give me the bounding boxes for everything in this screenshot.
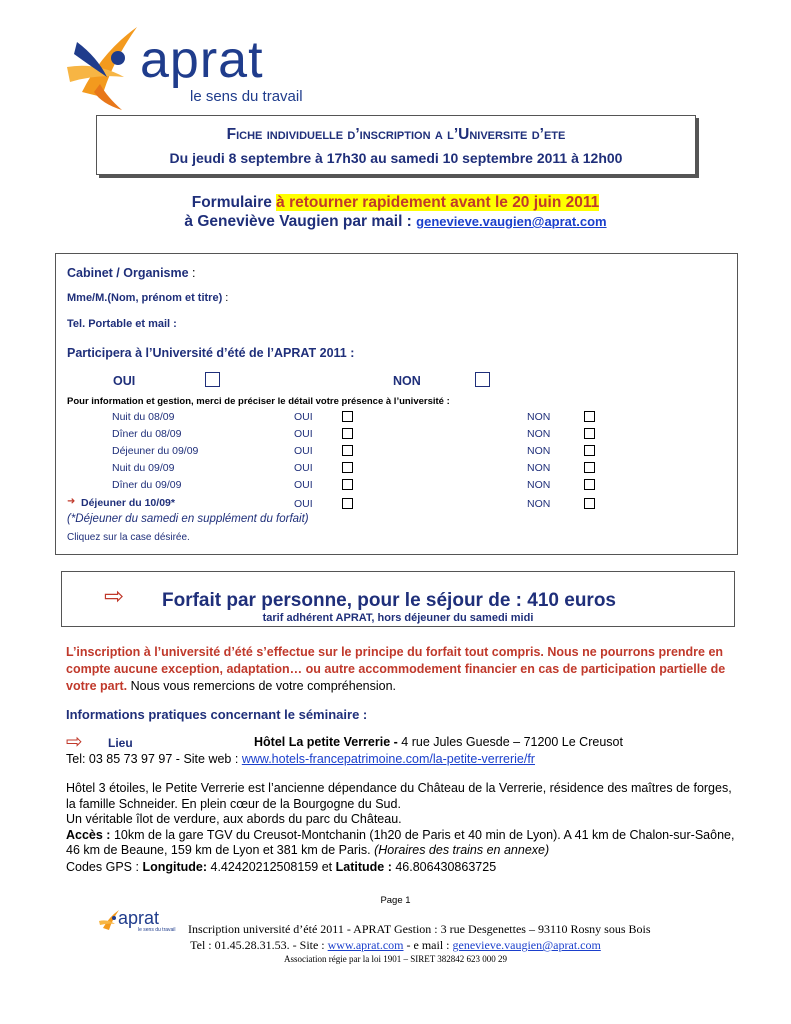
- page-number: Page 1: [380, 895, 411, 906]
- participation-non-label: NON: [393, 374, 421, 388]
- participation-non-checkbox[interactable]: [475, 372, 490, 387]
- footer-logo-figure-icon: [98, 908, 120, 934]
- hotel-name: Hôtel La petite Verrerie -: [254, 735, 402, 749]
- row-non-checkbox[interactable]: [584, 428, 595, 439]
- row-non-label: NON: [527, 411, 551, 423]
- hotel-contact: [66, 752, 535, 766]
- footer-site-link[interactable]: www.aprat.com: [327, 938, 404, 952]
- row-oui-label: OUI: [294, 462, 313, 474]
- footer-tel: Tel : 01.45.28.31.53. - Site :: [190, 938, 328, 952]
- logo-tagline: le sens du travail: [190, 88, 303, 105]
- cabinet-field[interactable]: [67, 266, 196, 280]
- name-colon: :: [222, 292, 229, 304]
- participation-oui-label: OUI: [113, 374, 136, 388]
- row-oui-checkbox[interactable]: [342, 498, 353, 509]
- lunch-footnote: (*Déjeuner du samedi en supplément du forfait): [67, 513, 309, 525]
- row-oui-label: OUI: [294, 445, 313, 457]
- row-label-diner-0909: Dîner du 09/09: [112, 479, 182, 491]
- hotel-description: [66, 781, 736, 859]
- cabinet-label: Cabinet / Organisme: [67, 266, 189, 280]
- row-non-label: NON: [527, 428, 551, 440]
- access-note: (Horaires des trains en annexe): [374, 843, 550, 857]
- footer-contact: [0, 938, 791, 953]
- gps-lon-value: 4.42420212508159 et: [207, 860, 336, 874]
- footer-mail-label: - e mail :: [403, 938, 453, 952]
- name-label: Mme/M.(Nom, prénom et titre): [67, 292, 223, 304]
- footer-logo-wordmark: aprat: [118, 908, 160, 928]
- row-label-nuit-0809: Nuit du 08/09: [112, 411, 175, 423]
- click-hint: Cliquez sur la case désirée.: [67, 532, 190, 543]
- row-non-label: NON: [527, 462, 551, 474]
- gps-codes: [66, 860, 496, 874]
- tel-field[interactable]: Tel. Portable et mail :: [67, 318, 177, 330]
- return-deadline: à retourner rapidement avant le 20 juin 2011: [276, 194, 600, 211]
- row-oui-label: OUI: [294, 479, 313, 491]
- row-oui-label: OUI: [294, 498, 313, 510]
- row-oui-checkbox[interactable]: [342, 428, 353, 439]
- participation-label: Participera à l’Université d’été de l’APRAT 2011 :: [67, 346, 355, 360]
- hotel-desc-1: Hôtel 3 étoiles, le Petite Verrerie est l’ancienne dépendance du Château de la Verrerie, résidence des maîtres de forges, la famille Schneider. En plein cœur de la Bourgogne du Sud.: [66, 781, 732, 811]
- title-box: [96, 115, 696, 175]
- row-oui-checkbox[interactable]: [342, 445, 353, 456]
- row-non-checkbox[interactable]: [584, 411, 595, 422]
- gps-prefix: Codes GPS :: [66, 860, 143, 874]
- forfait-box: [61, 571, 735, 627]
- row-oui-label: OUI: [294, 428, 313, 440]
- footer-email-link[interactable]: genevieve.vaugien@aprat.com: [452, 938, 601, 952]
- participation-oui-checkbox[interactable]: [205, 372, 220, 387]
- row-non-checkbox[interactable]: [584, 498, 595, 509]
- form-title: Fiche individuelle d’inscription a l’Universite d’ete: [226, 126, 566, 143]
- footer-address: Inscription université d’été 2011 - APRAT Gestion : 3 rue Desgenettes – 93110 Rosny sous Bois: [188, 922, 651, 936]
- row-oui-checkbox[interactable]: [342, 462, 353, 473]
- row-oui-checkbox[interactable]: [342, 479, 353, 490]
- hotel-address: [254, 735, 623, 749]
- aprat-logo: [62, 22, 312, 112]
- footer-logo-tagline: le sens du travail: [138, 927, 176, 933]
- arrow-right-icon: ⇨: [66, 731, 83, 753]
- arrow-right-icon: ➜: [67, 496, 76, 507]
- return-contact: [0, 213, 791, 231]
- return-contact-label: à Geneviève Vaugien par mail :: [184, 213, 417, 230]
- row-non-checkbox[interactable]: [584, 462, 595, 473]
- forfait-title: Forfait par personne, pour le séjour de : 410 euros: [162, 590, 616, 611]
- hotel-desc-2: Un véritable îlot de verdure, aux abords du parc du Château.: [66, 812, 402, 826]
- row-non-label: NON: [527, 479, 551, 491]
- event-dates: Du jeudi 8 septembre à 17h30 au samedi 10 septembre 2011 à 12h00: [169, 150, 623, 166]
- logo-wordmark: aprat: [140, 31, 264, 89]
- row-label-nuit-0909: Nuit du 09/09: [112, 462, 175, 474]
- lieu-label: Lieu: [108, 736, 133, 750]
- row-non-label: NON: [527, 445, 551, 457]
- policy-text: [66, 644, 736, 695]
- cabinet-colon: :: [188, 266, 196, 280]
- row-oui-checkbox[interactable]: [342, 411, 353, 422]
- gps-lat-value: 46.806430863725: [391, 860, 497, 874]
- forfait-subtitle: tarif adhérent APRAT, hors déjeuner du samedi midi: [262, 612, 534, 624]
- row-label-dejeuner-0909: Déjeuner du 09/09: [112, 445, 199, 457]
- arrow-right-icon: ⇨: [104, 583, 125, 610]
- logo-figure-icon: [62, 22, 142, 112]
- footer-legal: Association régie par la loi 1901 – SIRET 382842 623 000 29: [283, 954, 508, 964]
- info-title: Informations pratiques concernant le séminaire :: [66, 707, 368, 722]
- hotel-access: [66, 828, 736, 859]
- gps-lon-label: Longitude:: [142, 860, 208, 874]
- footer-logo: [98, 908, 180, 934]
- row-label-dejeuner-1009: Déjeuner du 10/09*: [81, 497, 175, 509]
- detail-instruction: Pour information et gestion, merci de préciser le détail votre présence à l’université :: [67, 396, 450, 407]
- access-text: 10km de la gare TGV du Creusot-Montchanin (1h20 de Paris et 40 min de Lyon). A 41 km de Chalon-sur-Saône, 46 km de Beaune, 159 km de Lyon et 381 km de Paris.: [66, 827, 735, 857]
- row-non-label: NON: [527, 498, 551, 510]
- row-oui-label: OUI: [294, 411, 313, 423]
- row-non-checkbox[interactable]: [584, 445, 595, 456]
- hotel-website-link[interactable]: www.hotels-francepatrimoine.com/la-petite-verrerie/fr: [241, 752, 535, 766]
- registration-form: [55, 253, 738, 555]
- policy-bold: L’inscription à l’université d’été s’effectue sur le principe du forfait tout compris. Nous ne pourrons prendre en compte aucune exception, adaptation… ou autre accommodement financier en cas de participation partielle de votre part.: [66, 645, 726, 693]
- return-instruction: [0, 194, 791, 212]
- name-field[interactable]: [67, 292, 228, 304]
- hotel-tel: Tel: 03 85 73 97 97 - Site web :: [66, 752, 242, 766]
- row-label-diner-0809: Dîner du 08/09: [112, 428, 182, 440]
- row-non-checkbox[interactable]: [584, 479, 595, 490]
- return-prefix: Formulaire: [191, 194, 277, 211]
- access-label: Accès :: [66, 827, 111, 842]
- hotel-street: 4 rue Jules Guesde – 71200 Le Creusot: [401, 735, 623, 749]
- return-email-link[interactable]: genevieve.vaugien@aprat.com: [416, 214, 607, 229]
- gps-lat-label: Latitude :: [335, 860, 392, 874]
- policy-thanks: Nous vous remercions de votre compréhension.: [127, 679, 397, 693]
